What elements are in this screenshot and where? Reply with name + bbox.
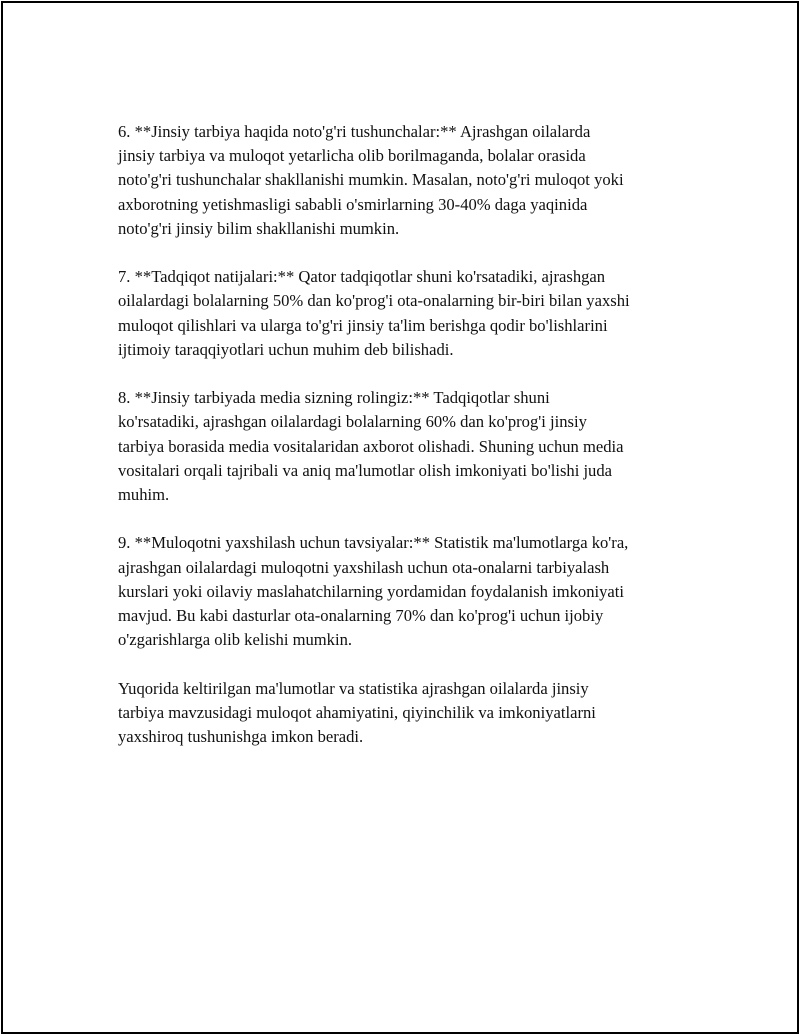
text-line: 7. **Tadqiqot natijalari:** Qator tadqiqotlar shuni ko'rsatadiki, ajrashgan	[118, 267, 606, 287]
document-body	[118, 120, 693, 773]
paragraph-item-7	[118, 265, 693, 362]
text-line: ko'rsatadiki, ajrashgan oilalardagi bolalarning 60% dan ko'prog'i jinsiy	[118, 412, 587, 432]
text-line: mavjud. Bu kabi dasturlar ota-onalarning 70% dan ko'prog'i uchun ijobiy	[118, 606, 604, 626]
text-line: yaxshiroq tushunishga imkon beradi.	[118, 727, 364, 747]
text-line: o'zgarishlarga olib kelishi mumkin.	[118, 630, 353, 650]
text-line: Yuqorida keltirilgan ma'lumotlar va statistika ajrashgan oilalarda jinsiy	[118, 678, 589, 698]
text-line: jinsiy tarbiya va muloqot yetarlicha olib borilmaganda, bolalar orasida	[118, 146, 586, 166]
text-line: tarbiya borasida media vositalaridan axborot olishadi. Shuning uchun media	[118, 436, 624, 456]
text-line: ajrashgan oilalardagi muloqotni yaxshilash uchun ota-onalarni tarbiyalash	[118, 557, 610, 577]
document-page	[1, 1, 799, 1034]
paragraph-item-6	[118, 120, 693, 241]
text-line: 6. **Jinsiy tarbiya haqida noto'g'ri tushunchalar:** Ajrashgan oilalarda	[118, 122, 591, 141]
text-line: tarbiya mavzusidagi muloqot ahamiyatini, qiyinchilik va imkoniyatlarni	[118, 702, 596, 722]
text-line: ijtimoiy taraqqiyotlari uchun muhim deb bilishadi.	[118, 339, 454, 359]
paragraph-conclusion	[118, 677, 693, 750]
text-line: 8. **Jinsiy tarbiyada media sizning rolingiz:** Tadqiqotlar shuni	[118, 388, 550, 408]
text-line: 9. **Muloqotni yaxshilash uchun tavsiyalar:** Statistik ma'lumotlarga ko'ra,	[118, 533, 629, 553]
text-line: oilalardagi bolalarning 50% dan ko'prog'i ota-onalarning bir-biri bilan yaxshi	[118, 291, 630, 311]
text-line: noto'g'ri jinsiy bilim shakllanishi mumkin.	[118, 218, 400, 238]
text-line: muloqot qilishlari va ularga to'g'ri jinsiy ta'lim berishga qodir bo'lishlarini	[118, 315, 608, 335]
text-line: kurslari yoki oilaviy maslahatchilarning yordamidan foydalanish imkoniyati	[118, 581, 624, 601]
paragraph-item-9	[118, 531, 693, 652]
text-line: muhim.	[118, 485, 170, 505]
paragraph-item-8	[118, 386, 693, 507]
text-line: axborotning yetishmasligi sababli o'smirlarning 30-40% daga yaqinida	[118, 194, 588, 214]
text-line: noto'g'ri tushunchalar shakllanishi mumkin. Masalan, noto'g'ri muloqot yoki	[118, 170, 624, 190]
text-line: vositalari orqali tajribali va aniq ma'lumotlar olish imkoniyati bo'lishi juda	[118, 460, 613, 480]
